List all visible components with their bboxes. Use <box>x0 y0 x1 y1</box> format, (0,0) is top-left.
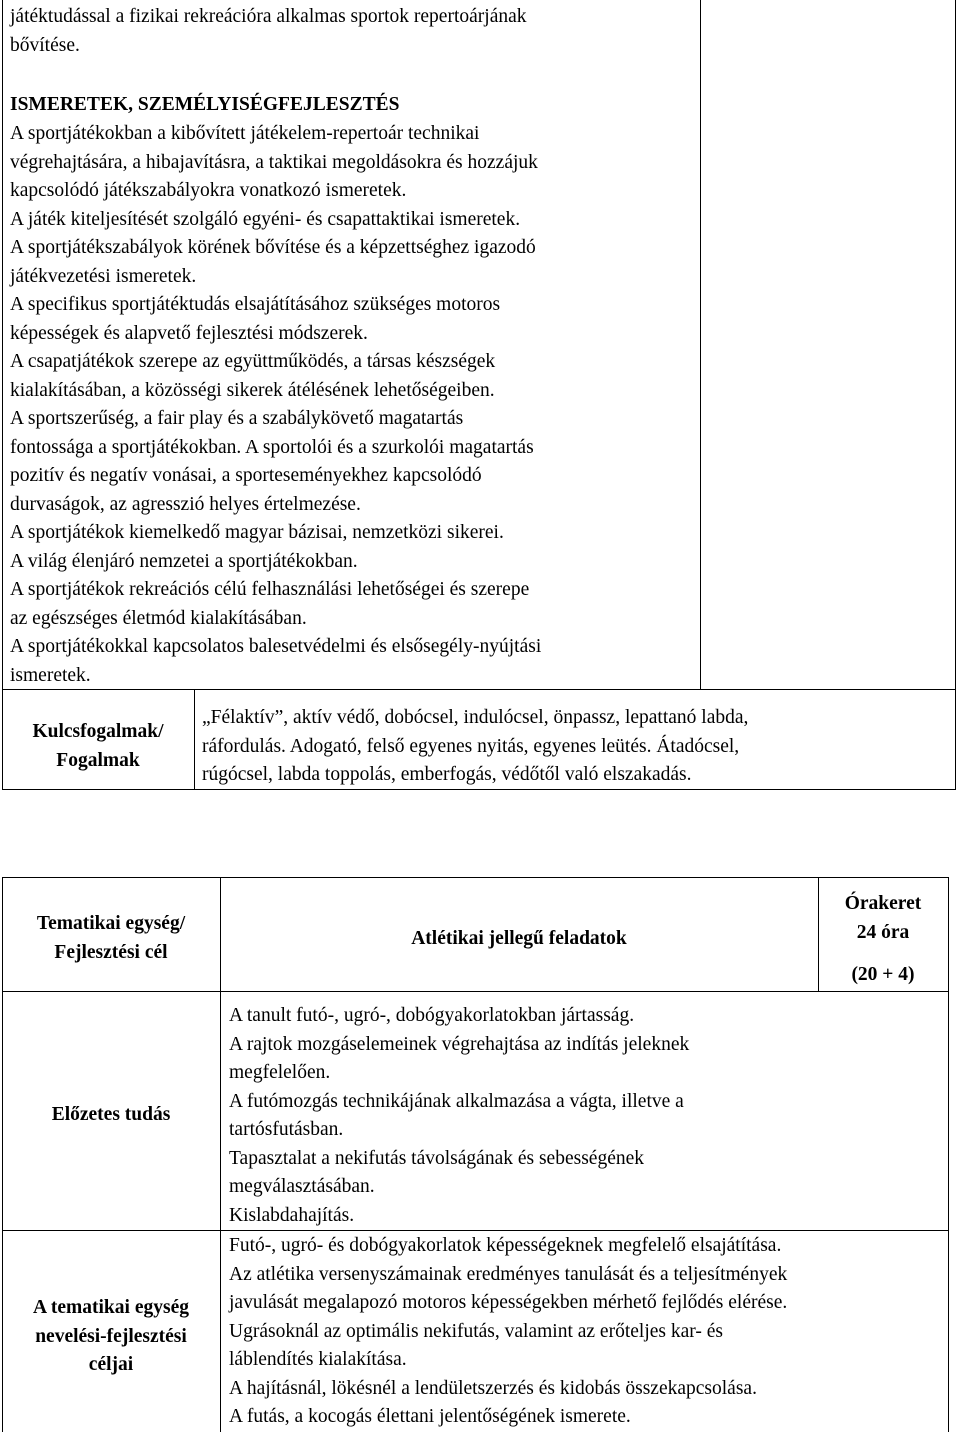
top-table-left-border <box>2 0 3 790</box>
unit-table-top-border <box>2 877 949 878</box>
top-table-mid-border <box>700 0 701 689</box>
unit-label: Tematikai egység/ Fejlesztési cél <box>36 913 186 963</box>
unit-table-row1-divider <box>2 991 949 992</box>
content-lines-b: A sportjátékokban a kibővített játékelem-repertoár technikai végrehajtására, a hibajavításra, a taktikai megoldásokra és hozzájuk kapcsolódó játékszabályokra vonatkozó ismeretek. A játék kiteljesítését szolgáló egyéni- és csapattaktikai ismeretek. A sportjátékszabályok körének bővítése és a képzettséghez igazodó játékvezetési ismeretek. A specifikus sportjátéktudás elsajátításához szükséges motoros képességek és alapvető fejlesztési módszerek. A csapatjátékok szerepe az együttműködés, a társas készségek kialakításában, a közösségi sikerek átélésének lehetőségeiben. A sportszerűség, a fair play és a szabálykövető magatartás fontossága a sportjátékokban. A sportolói és a szurkolói magatartás pozitív és negatív vonásai, a sporteseményekhez kapcsolódó durvaságok, az agresszió helyes értelmezése. A sportjátékok kiemelkedő magyar bázisai, nemzetközi sikerei. A világ élenjáró nemzetei a sportjátékokban. A sportjátékok rekreációs célú felhasználási lehetőségei és szerepe az egészséges életmód kialakításában. A sportjátékokkal kapcsolatos balesetvédelmi és elsősegély-nyújtási ismeretek. <box>10 123 542 686</box>
prior-knowledge-text: A tanult futó-, ugró-, dobógyakorlatokban jártasság. A rajtok mozgáselemeinek végrehajtása az indítás jeleknek megfelelően. A futómozgás technikájának alkalmazása a vágta, illetve a tartósfutásban. Tapasztalat a nekifutás távolságának és sebességének megválasztásában. Kislabdahajítás. <box>229 1005 690 1226</box>
unit-title: Atlétikai jellegű feladatok <box>411 928 627 949</box>
unit-table-row2-divider <box>2 1230 949 1231</box>
unit-table-label-col-border <box>220 877 221 1432</box>
section-heading: ISMERETEK, SZEMÉLYISÉGFEJLESZTÉS <box>10 94 400 115</box>
top-table-right-border <box>955 0 956 790</box>
unit-table-right-border <box>948 877 949 1432</box>
hours-split: (20 + 4) <box>851 964 915 985</box>
goals-text: Futó-, ugró- és dobógyakorlatok képességeknek megfelelő elsajátítása. Az atlétika versenyszámainak eredményes tanulását és a teljesítmények javulását megalapozó motoros képességekben mérhető fejlődés elérése. Ugrásoknál az optimális nekifutás, valamint az erőteljes kar- és láblendítés kialakítása. A hajításnál, lökésnél a lendületszerzés és kidobás összekapcsolása. A futás, a kocogás élettani jelentőségének ismerete. <box>229 1235 788 1427</box>
key-concepts-text: „Félaktív”, aktív védő, dobócsel, indulócsel, önpassz, lepattanó labda, ráfordulás. Adogató, felső egyenes nyitás, egyenes leütés. Átadócsel, rúgócsel, labda toppolás, emberfogás, védőtől való elszakadás. <box>202 707 749 785</box>
prior-knowledge-label: Előzetes tudás <box>51 1104 171 1125</box>
content-lines-a: játéktudással a fizikai rekreációra alkalmas sportok repertoárjának bővítése. <box>10 6 527 56</box>
hours-label: Órakeret <box>844 893 922 914</box>
hours-value: 24 óra <box>856 922 910 943</box>
key-concepts-label: Kulcsfogalmak/ Fogalmak <box>32 721 164 771</box>
goals-label: A tematikai egység nevelési-fejlesztési céljai <box>33 1297 189 1375</box>
key-concepts-col-divider <box>194 689 195 790</box>
